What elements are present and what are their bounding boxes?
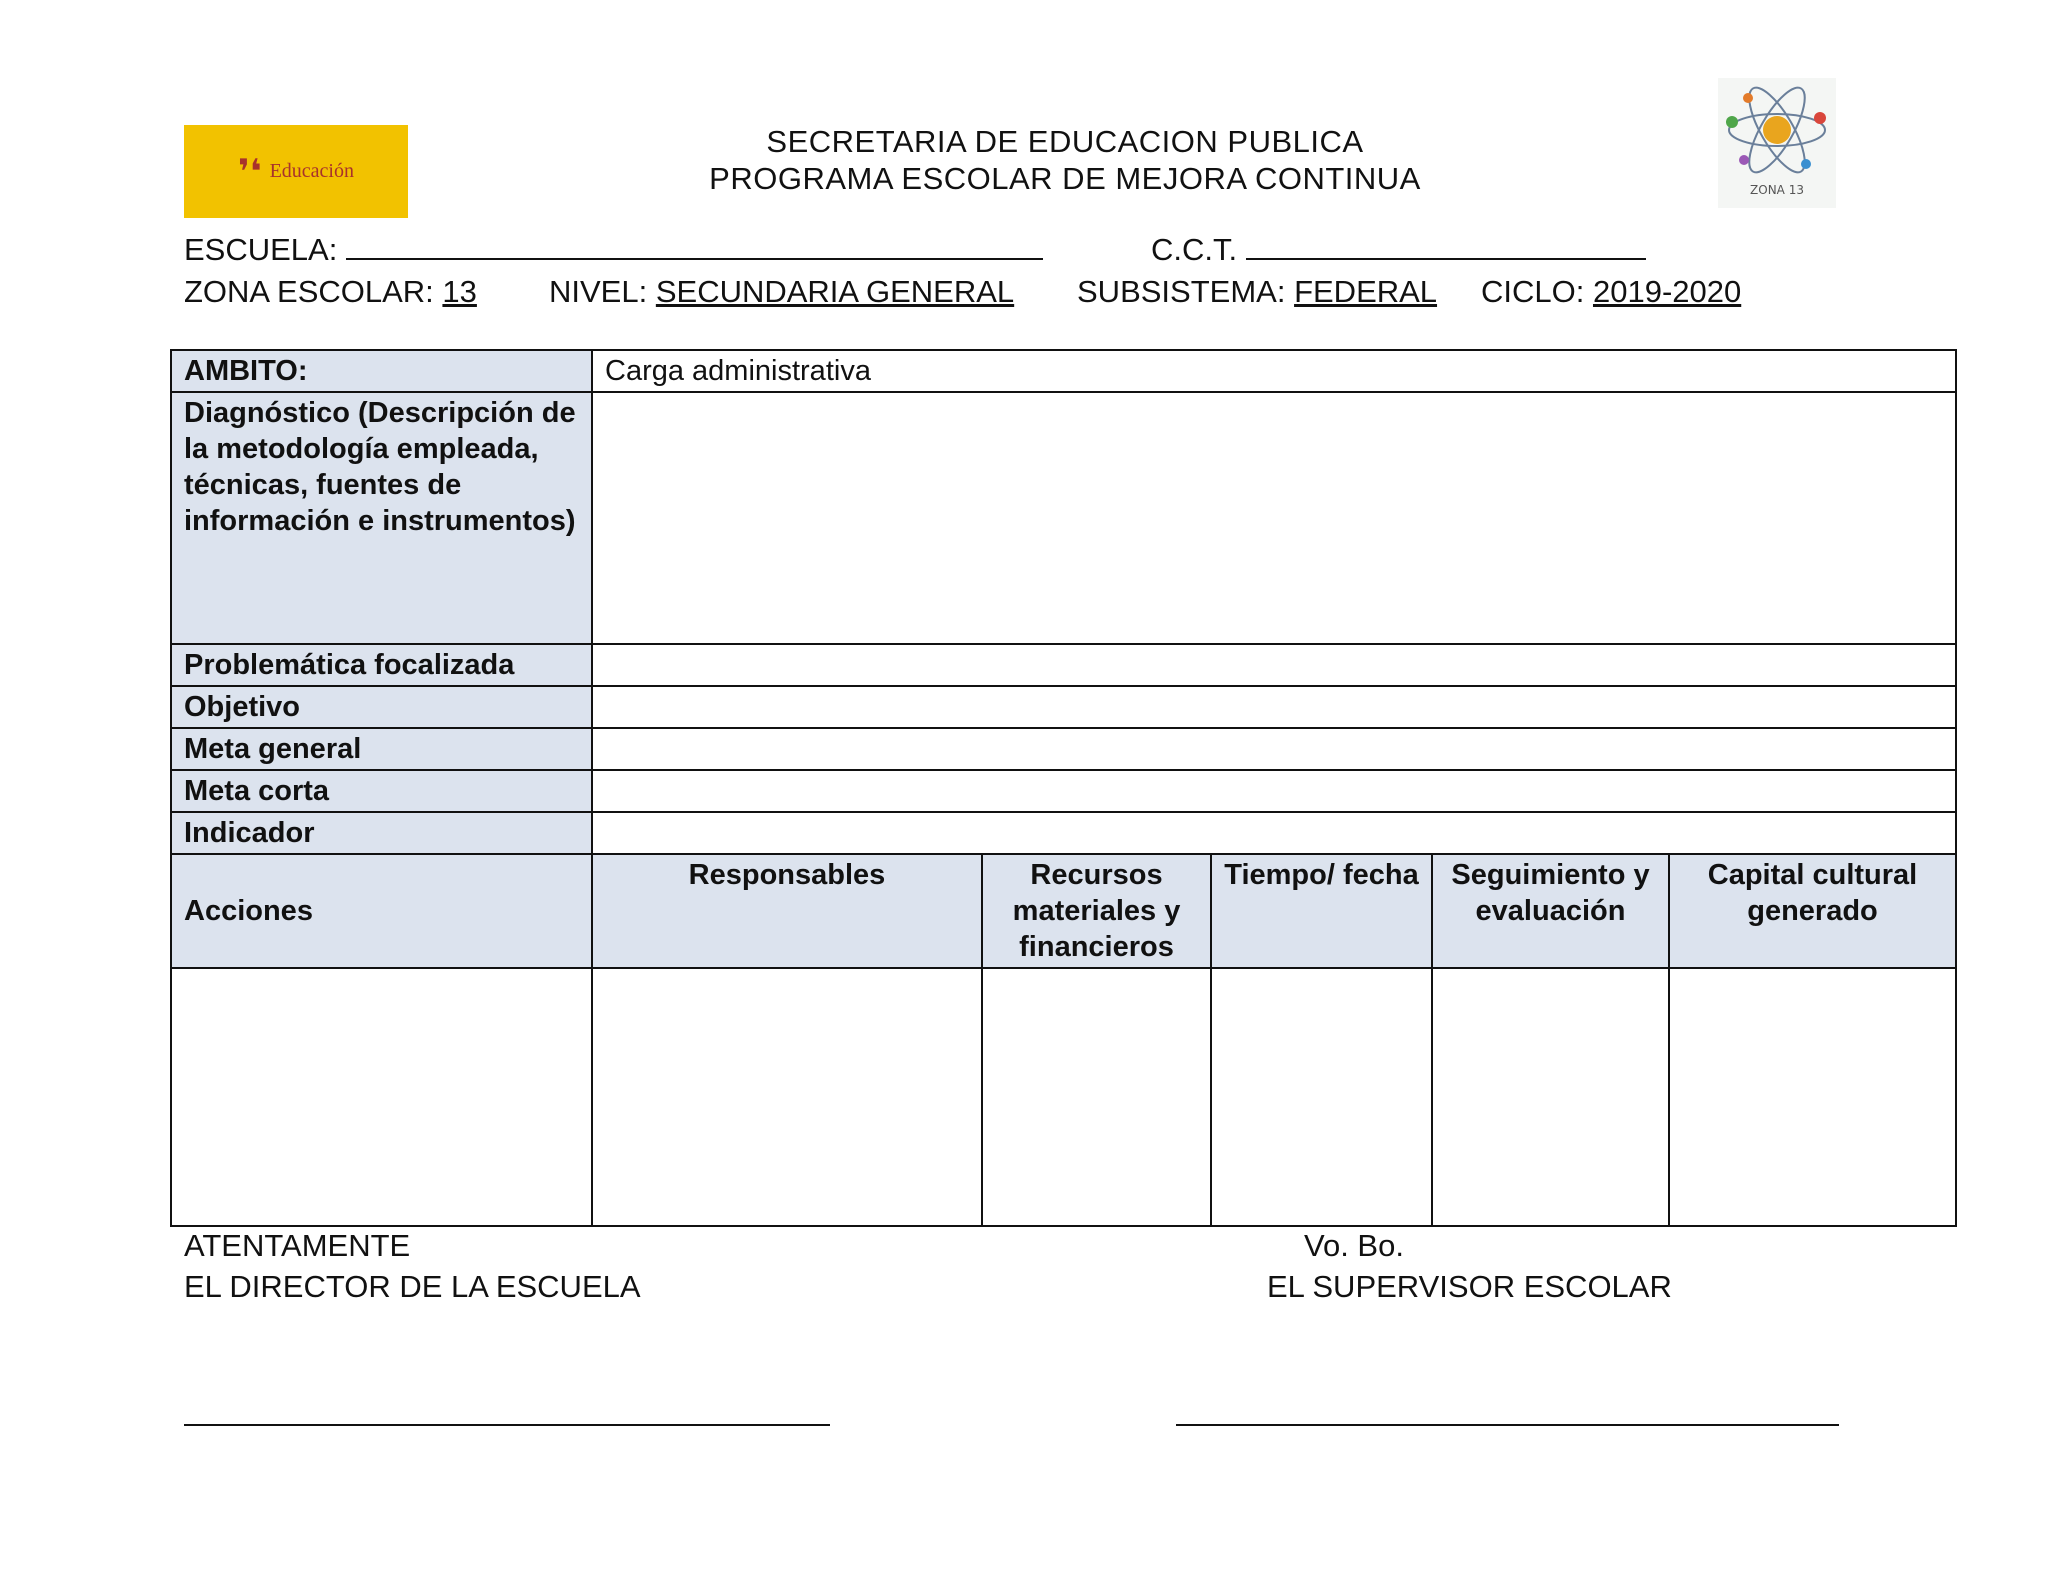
col-header-tiempo: Tiempo/ fecha bbox=[1211, 854, 1432, 968]
logo-right-text: ZONA 13 bbox=[1750, 183, 1804, 197]
nivel-row bbox=[549, 274, 1014, 310]
diagnostico-label: Diagnóstico (Descripción de la metodología empleada, técnicas, fuentes de información e instrumentos) bbox=[171, 392, 592, 644]
tiempo-cell[interactable] bbox=[1211, 968, 1432, 1226]
responsables-cell[interactable] bbox=[592, 968, 982, 1226]
subsistema-label: SUBSISTEMA: bbox=[1077, 274, 1286, 309]
ambito-label: AMBITO: bbox=[171, 350, 592, 392]
cct-field[interactable] bbox=[1246, 234, 1646, 260]
escuela-row bbox=[184, 232, 1043, 268]
atentamente-text: ATENTAMENTE bbox=[184, 1228, 411, 1263]
header-title-2: PROGRAMA ESCOLAR DE MEJORA CONTINUA bbox=[709, 161, 1421, 196]
diagnostico-cell[interactable] bbox=[592, 392, 1956, 644]
recursos-cell[interactable] bbox=[982, 968, 1211, 1226]
director-signature-line[interactable] bbox=[184, 1424, 830, 1426]
subsistema-value: FEDERAL bbox=[1294, 274, 1438, 309]
nivel-label: NIVEL: bbox=[549, 274, 648, 309]
supervisor-text: EL SUPERVISOR ESCOLAR bbox=[1267, 1269, 1672, 1304]
ciclo-row bbox=[1481, 274, 1741, 310]
zona-label: ZONA ESCOLAR: bbox=[184, 274, 434, 309]
header-title-1: SECRETARIA DE EDUCACION PUBLICA bbox=[766, 124, 1364, 159]
vobo-text: Vo. Bo. bbox=[1304, 1228, 1404, 1263]
col-header-responsables: Responsables bbox=[592, 854, 982, 968]
ciclo-value: 2019-2020 bbox=[1592, 274, 1742, 309]
acciones-cell[interactable] bbox=[171, 968, 592, 1226]
problematica-label: Problemática focalizada bbox=[171, 644, 592, 686]
escuela-label: ESCUELA: bbox=[184, 232, 338, 267]
ambito-value[interactable]: Carga administrativa bbox=[592, 350, 1956, 392]
objetivo-label: Objetivo bbox=[171, 686, 592, 728]
ciclo-label: CICLO: bbox=[1481, 274, 1585, 309]
seguimiento-cell[interactable] bbox=[1432, 968, 1669, 1226]
col-header-seguimiento: Seguimiento y evaluación bbox=[1432, 854, 1669, 968]
cct-row bbox=[1151, 232, 1646, 268]
subsistema-row bbox=[1077, 274, 1437, 310]
zona-row bbox=[184, 274, 477, 310]
meta-general-cell[interactable] bbox=[592, 728, 1956, 770]
book-icon: ❜❛ bbox=[238, 152, 262, 191]
cct-label: C.C.T. bbox=[1151, 232, 1238, 267]
col-header-acciones: Acciones bbox=[171, 854, 592, 968]
capital-cell[interactable] bbox=[1669, 968, 1956, 1226]
meta-corta-cell[interactable] bbox=[592, 770, 1956, 812]
zona-value: 13 bbox=[442, 274, 477, 309]
objetivo-cell[interactable] bbox=[592, 686, 1956, 728]
supervisor-signature-line[interactable] bbox=[1176, 1424, 1839, 1426]
col-header-recursos: Recursos materiales y financieros bbox=[982, 854, 1211, 968]
nivel-value: SECUNDARIA GENERAL bbox=[655, 274, 1015, 309]
logo-left-text: Educación bbox=[269, 160, 354, 182]
indicador-cell[interactable] bbox=[592, 812, 1956, 854]
meta-corta-label: Meta corta bbox=[171, 770, 592, 812]
meta-general-label: Meta general bbox=[171, 728, 592, 770]
escuela-field[interactable] bbox=[346, 234, 1043, 260]
problematica-cell[interactable] bbox=[592, 644, 1956, 686]
indicador-label: Indicador bbox=[171, 812, 592, 854]
improvement-plan-table bbox=[170, 349, 1957, 1227]
col-header-capital: Capital cultural generado bbox=[1669, 854, 1956, 968]
director-text: EL DIRECTOR DE LA ESCUELA bbox=[184, 1269, 641, 1304]
